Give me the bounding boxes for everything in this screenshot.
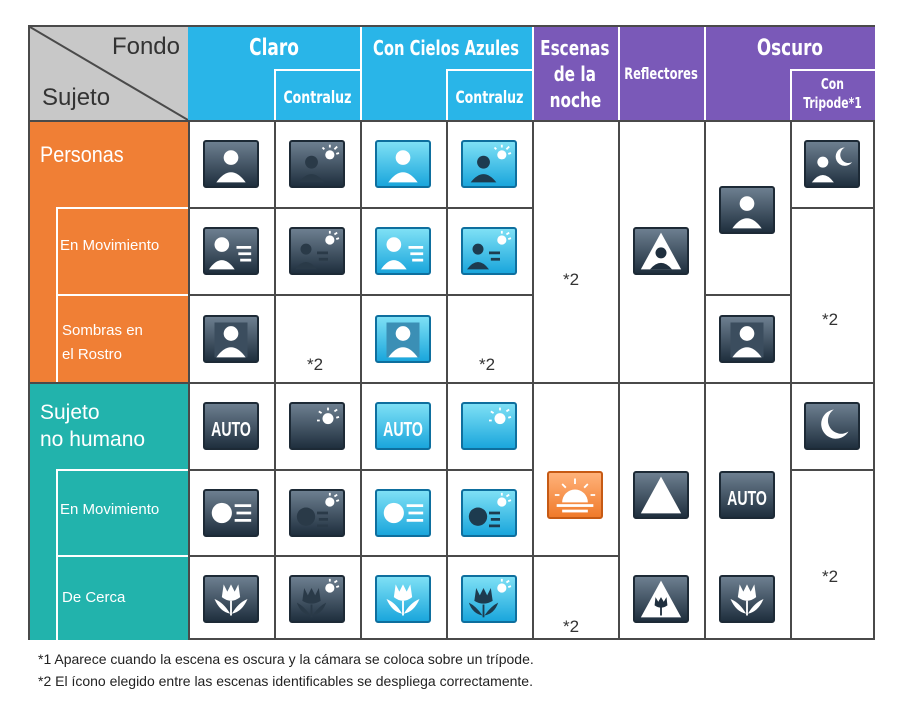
face-shadow-portrait-icon	[203, 315, 259, 363]
spotlight-macro-icon	[633, 575, 689, 623]
auto-blue-icon	[375, 402, 431, 450]
row-sombras-l2: el Rostro	[62, 346, 123, 363]
face-shadow-portrait-blue-icon	[375, 315, 431, 363]
moving-backlit-portrait-blue-icon	[461, 227, 517, 275]
backlit-macro-icon	[289, 575, 345, 623]
header-cielos-text: Con Cielos Azules	[373, 36, 519, 60]
spotlight-icon	[633, 471, 689, 519]
backlit-portrait-blue-icon	[461, 140, 517, 188]
header-con-tripode	[790, 69, 875, 119]
footnote-1: *1 Aparece cuando la escena es oscura y la cámara se coloca sobre un trípode.	[38, 651, 534, 667]
moving-portrait-icon	[203, 227, 259, 275]
grid-line	[188, 294, 532, 296]
header-escenas	[532, 29, 618, 119]
header-reflectores-text: Reflectores	[624, 64, 698, 83]
hdr-line	[446, 69, 448, 120]
night-portrait-icon	[719, 186, 775, 234]
macro-flower-blue-icon	[375, 575, 431, 623]
sunset-icon	[547, 471, 603, 519]
hdr-line	[446, 69, 532, 71]
header-escenas-l1: Escenas	[540, 36, 610, 60]
row-nohumano-mov-label: En Movimiento	[60, 501, 160, 518]
grid-line	[188, 555, 532, 557]
grid-line	[790, 469, 875, 471]
portrait-icon	[203, 140, 259, 188]
header-claro	[203, 33, 344, 63]
grid-line	[188, 122, 190, 640]
hdr-line	[360, 27, 362, 120]
header-reflectores	[618, 27, 704, 120]
moving-backlit-object-icon	[289, 489, 345, 537]
header-contraluz-2-text: Contraluz	[455, 88, 523, 108]
auto-1-text: AUTO	[211, 417, 251, 441]
header-cielos	[360, 33, 532, 63]
header-contraluz-1	[274, 79, 360, 117]
note-tripode-nohumano: *2	[822, 567, 839, 586]
row-nohumano-l1: Sujeto	[40, 401, 100, 424]
moving-object-icon	[203, 489, 259, 537]
hdr-line	[532, 27, 534, 120]
hdr-line	[274, 69, 360, 71]
row-line	[56, 207, 188, 209]
row-de-cerca	[62, 589, 188, 619]
night-auto-icon	[719, 471, 775, 519]
grid-line	[532, 122, 534, 640]
header-escenas-l2: de la	[553, 62, 597, 86]
night-macro-icon	[719, 575, 775, 623]
row-personas-mov	[60, 237, 188, 267]
grid-line	[790, 207, 875, 209]
note-claro-contraluz-sombras: *2	[307, 355, 324, 374]
grid-line	[188, 207, 532, 209]
backlit-landscape-icon	[289, 402, 345, 450]
header-tripode-text: Tripode*1	[803, 94, 862, 112]
grid-line	[618, 122, 620, 640]
header-contraluz-1-text: Contraluz	[283, 88, 351, 108]
row-line	[56, 469, 188, 471]
header-oscuro-text: Oscuro	[756, 35, 823, 61]
night-face-shadow-icon	[719, 315, 775, 363]
auto-icon	[203, 402, 259, 450]
hdr-line	[704, 27, 706, 120]
row-nohumano-l2: no humano	[40, 428, 146, 451]
grid-line	[704, 122, 706, 640]
grid-line	[446, 122, 448, 640]
note-tripode-personas: *2	[822, 310, 839, 329]
scene-table	[28, 25, 875, 640]
grid-line	[188, 469, 532, 471]
header-claro-text: Claro	[249, 35, 299, 61]
row-sombras	[62, 319, 188, 369]
grid-line	[30, 382, 875, 384]
backlit-landscape-blue-icon	[461, 402, 517, 450]
row-nohumano	[40, 399, 188, 455]
note-cielos-contraluz-sombras: *2	[479, 355, 496, 374]
hdr-line	[790, 69, 875, 71]
footnote-2: *2 El ícono elegido entre las escenas identificables se despliega correctamente.	[38, 673, 533, 689]
macro-flower-icon	[203, 575, 259, 623]
header-con-text: Con	[820, 75, 845, 93]
row-line	[56, 555, 188, 557]
row-de-cerca-label: De Cerca	[62, 589, 126, 606]
moving-object-blue-icon	[375, 489, 431, 537]
hdr-line	[618, 27, 620, 120]
backlit-macro-blue-icon	[461, 575, 517, 623]
corner-cell	[30, 27, 188, 120]
auto-2-text: AUTO	[383, 417, 423, 441]
header-escenas-l3: noche	[549, 88, 601, 112]
header-contraluz-2	[446, 79, 532, 117]
row-personas-label: Personas	[40, 142, 124, 167]
grid-line	[532, 555, 618, 557]
fondo-label: Fondo	[111, 33, 180, 60]
grid-line	[274, 122, 276, 640]
sujeto-label: Sujeto	[42, 84, 111, 111]
hdr-line	[790, 69, 792, 120]
tripod-night-landscape-icon	[804, 402, 860, 450]
tripod-night-portrait-icon	[804, 140, 860, 188]
row-line	[56, 294, 188, 296]
grid-line	[360, 122, 362, 640]
portrait-blue-sky-icon	[375, 140, 431, 188]
row-nohumano-mov	[60, 501, 188, 531]
row-personas-mov-label: En Movimiento	[60, 237, 160, 254]
auto-3-text: AUTO	[727, 486, 767, 510]
moving-portrait-blue-icon	[375, 227, 431, 275]
header-oscuro	[704, 33, 875, 63]
note-escenas-cerca: *2	[563, 617, 580, 636]
grid-line	[790, 122, 792, 640]
row-personas	[40, 142, 188, 182]
grid-line	[704, 294, 790, 296]
hdr-line	[274, 69, 276, 120]
note-escenas-personas: *2	[563, 270, 580, 289]
moving-backlit-portrait-icon	[289, 227, 345, 275]
row-sombras-l1: Sombras en	[62, 322, 143, 339]
backlit-portrait-icon	[289, 140, 345, 188]
moving-backlit-object-blue-icon	[461, 489, 517, 537]
spotlight-portrait-icon	[633, 227, 689, 275]
